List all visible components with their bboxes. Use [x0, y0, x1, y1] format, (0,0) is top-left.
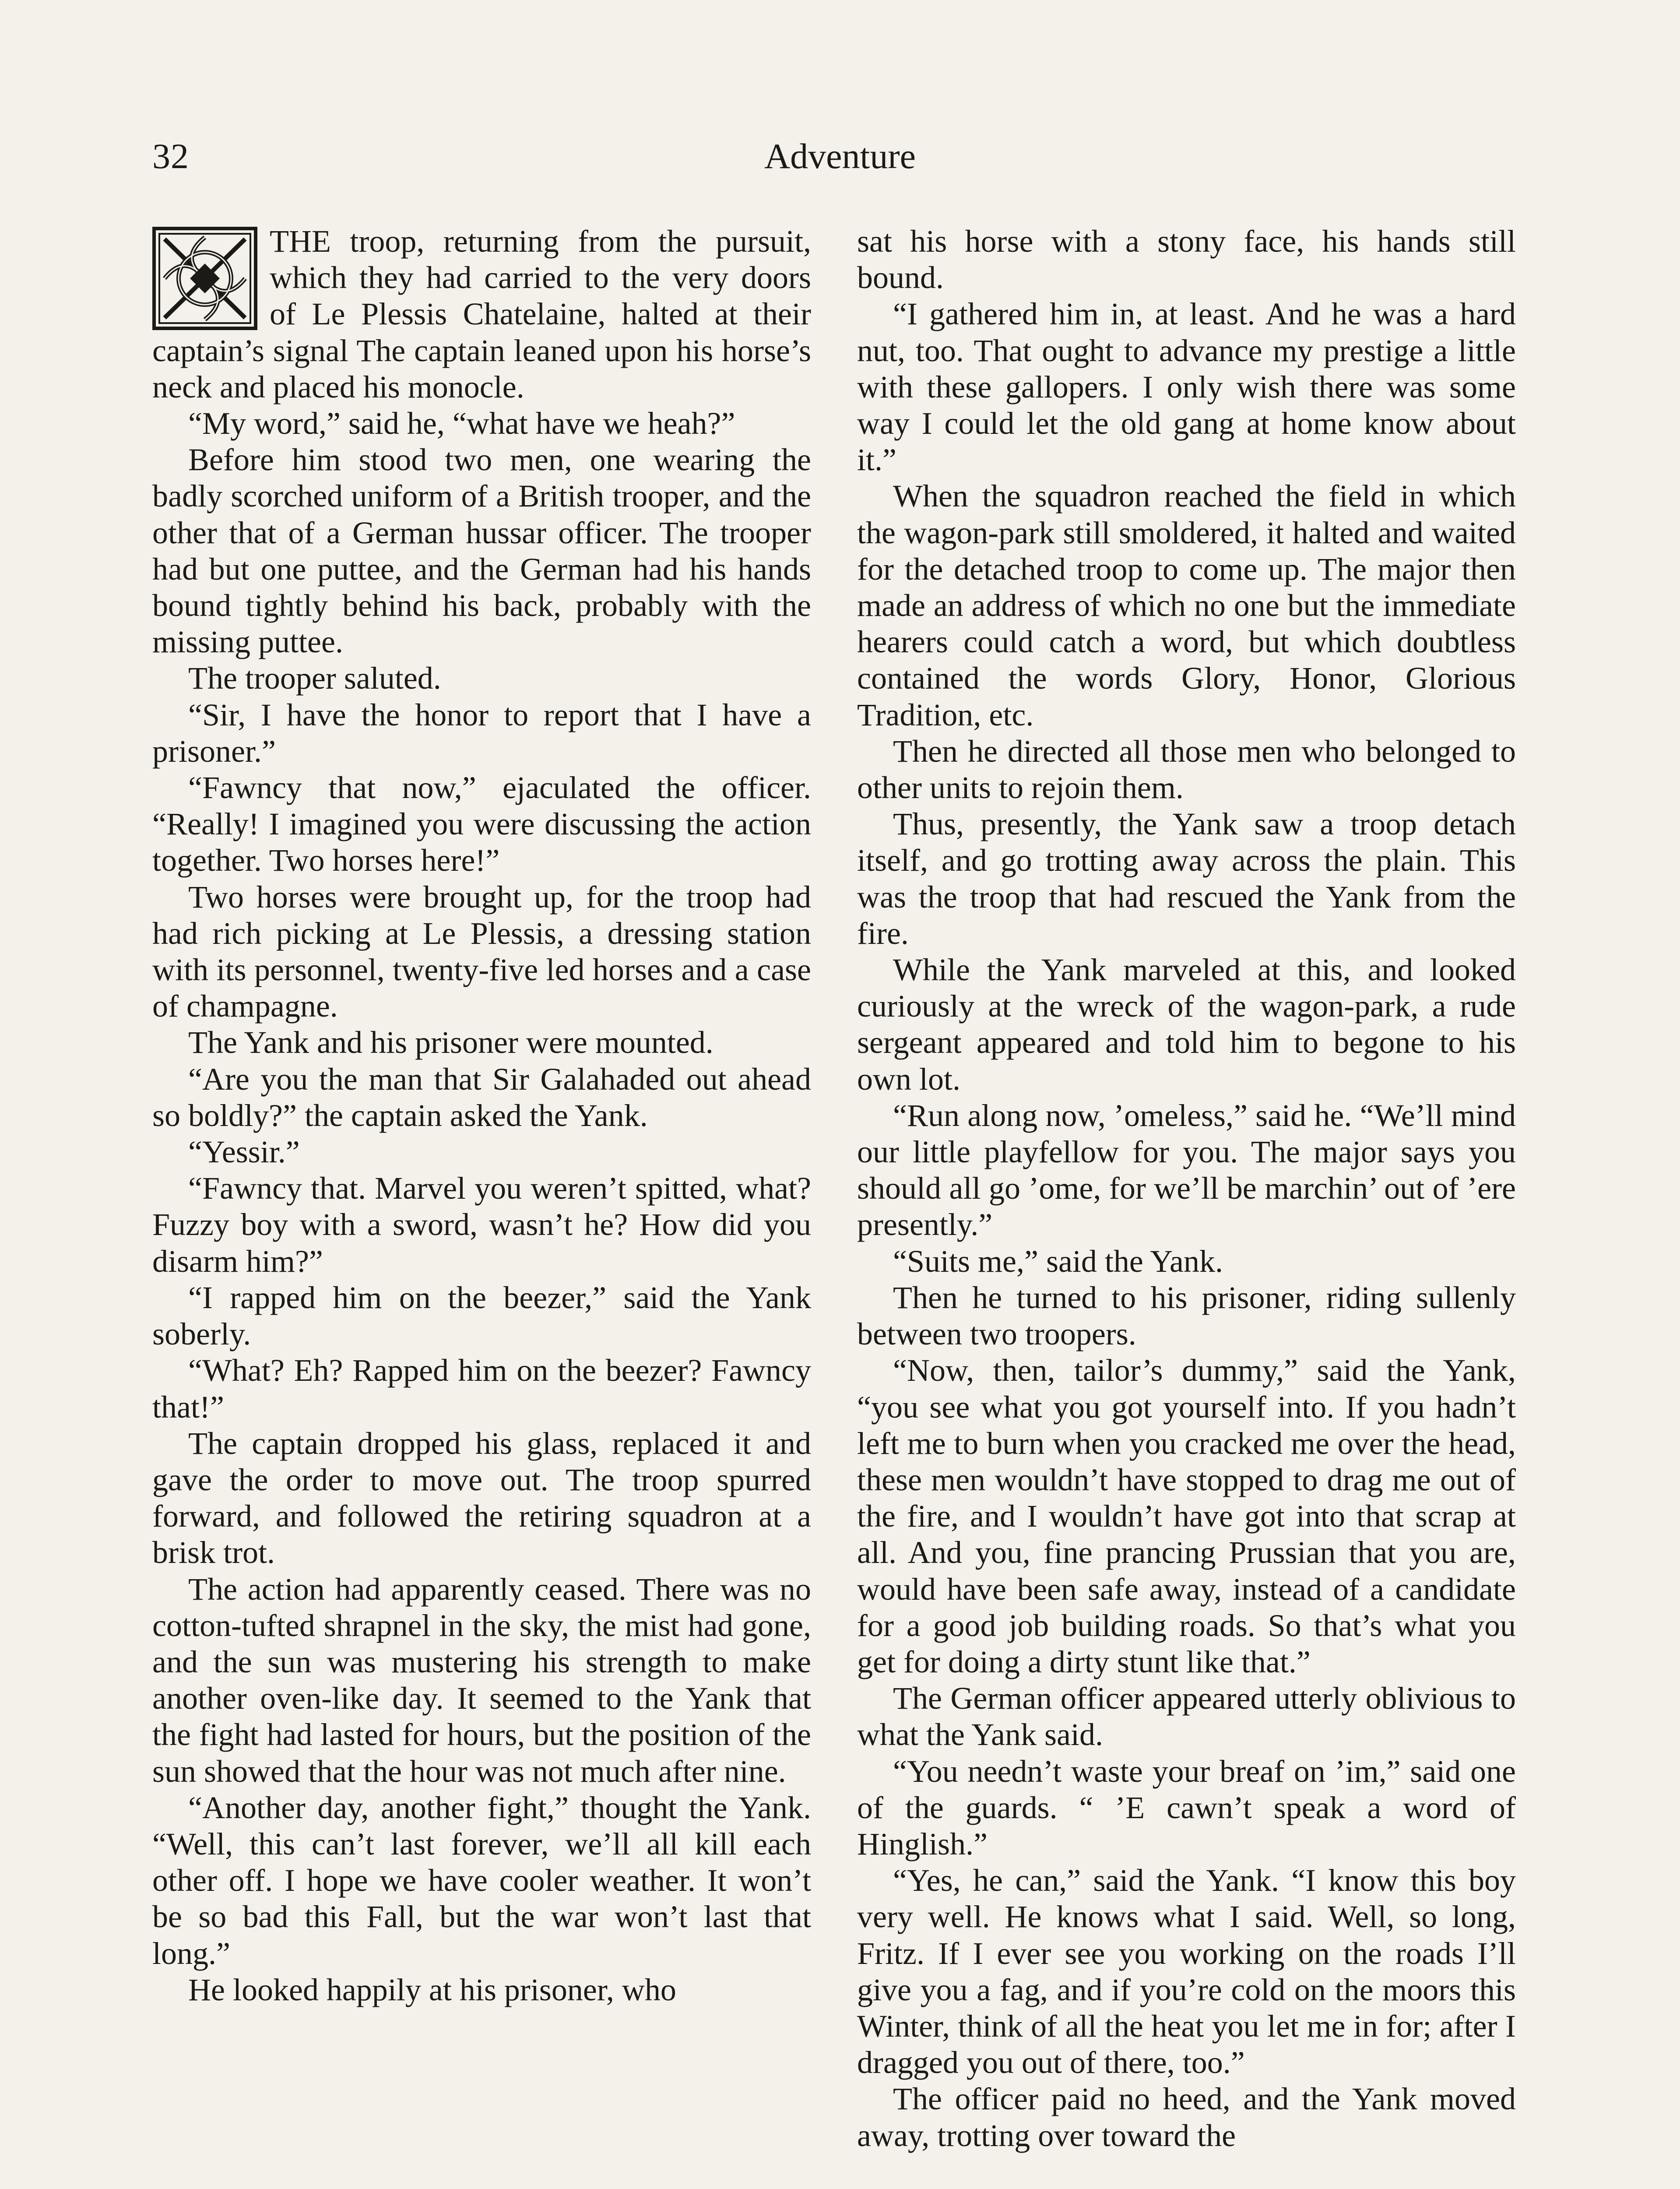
- right-column: [857, 223, 1516, 2154]
- paragraph: Then he directed all those men who belonged to other units to rejoin them.: [857, 733, 1516, 806]
- paragraph: “Yessir.”: [188, 1134, 300, 1170]
- celtic-knot-dropcap-icon: [152, 227, 257, 330]
- paragraph: “Are you the man that Sir Galahaded out ahead so boldly?” the captain asked the Yank.: [152, 1061, 811, 1133]
- page-number: 32: [152, 136, 189, 176]
- paragraph: “Fawncy that. Marvel you weren’t spitted, what? Fuzzy boy with a sword, wasn’t he? How did you disarm him?”: [152, 1171, 811, 1279]
- paragraph: The action had apparently ceased. There was no cotton-tufted shrapnel in the sky, the mist had gone, and the sun was mustering his strength to make another oven-like day. It seemed to the Yank that the fight had lasted for hours, but the position of the sun showed that the hour was not much after nine.: [152, 1571, 811, 1789]
- paragraph: THE troop, returning from the pursuit, which they had carried to the very doors of Le Plessis Chatelaine, halted at their captain’s signal The captain leaned upon his horse’s neck and placed his monocle.: [152, 224, 811, 405]
- paragraph: The captain dropped his glass, replaced it and gave the order to move out. The troop spurred forward, and followed the retiring squadron at a brisk trot.: [152, 1425, 811, 1570]
- paragraph: “Run along now, ’omeless,” said he. “We’ll mind our little playfellow for you. The major says you should all go ’ome, for we’ll be marchin’ out of ’ere presently.”: [857, 1098, 1516, 1242]
- paragraph: “Sir, I have the honor to report that I have a prisoner.”: [152, 697, 811, 769]
- paragraph: He looked happily at his prisoner, who: [188, 1972, 676, 2007]
- paragraph: The German officer appeared utterly oblivious to what the Yank said.: [857, 1681, 1516, 1753]
- paragraph: “You needn’t waste your breaf on ’im,” said one of the guards. “ ’E cawn’t speak a word of Hinglish.”: [857, 1753, 1516, 1862]
- paragraph: The officer paid no heed, and the Yank moved away, trotting over toward the: [857, 2081, 1516, 2153]
- paragraph: The Yank and his prisoner were mounted.: [188, 1025, 713, 1060]
- paragraph: “Another day, another fight,” thought the Yank. “Well, this can’t last forever, we’ll all kill each other off. I hope we have cooler weather. It won’t be so bad this Fall, but the war won’t last that long.”: [152, 1790, 811, 1971]
- paragraph: “I rapped him on the beezer,” said the Yank soberly.: [152, 1280, 811, 1352]
- paragraph: “Now, then, tailor’s dummy,” said the Yank, “you see what you got yourself into. If you hadn’t left me to burn when you cracked me over the head, these men wouldn’t have stopped to drag me out of the fire, and I wouldn’t have got into that scrap at all. And you, fine prancing Prussian that you are, would have been safe away, instead of a candidate for a good job building roads. So that’s what you get for doing a dirty stunt like that.”: [857, 1353, 1516, 1679]
- paragraph: When the squadron reached the field in which the wagon-park still smoldered, it halted and waited for the detached troop to come up. The major then made an address of which no one but the immediate hearers could catch a word, but which doubtless contained the words Glory, Honor, Glorious Tradition, etc.: [857, 479, 1516, 732]
- paragraph: Then he turned to his prisoner, riding sullenly between two troopers.: [857, 1280, 1516, 1352]
- paragraph: While the Yank marveled at this, and looked curiously at the wreck of the wagon-park, a rude sergeant appeared and told him to begone to his own lot.: [857, 952, 1516, 1097]
- paragraph: “I gathered him in, at least. And he was a hard nut, too. That ought to advance my prestige a little with these gallopers. I only wish there was some way I could let the old gang at home know about it.”: [857, 296, 1516, 478]
- left-column: [152, 223, 811, 2008]
- running-title: Adventure: [764, 136, 916, 176]
- paragraph: “My word,” said he, “what have we heah?”: [188, 406, 735, 441]
- paragraph-continued: sat his horse with a stony face, his hands still bound.: [857, 224, 1516, 296]
- paragraph: Two horses were brought up, for the troop had had rich picking at Le Plessis, a dressing station with its personnel, twenty-five led horses and a case of champagne.: [152, 879, 811, 1024]
- paragraph: Thus, presently, the Yank saw a troop detach itself, and go trotting away across the plain. This was the troop that had rescued the Yank from the fire.: [857, 806, 1516, 951]
- paragraph: “Suits me,” said the Yank.: [893, 1243, 1223, 1279]
- paragraph: “What? Eh? Rapped him on the beezer? Fawncy that!”: [152, 1353, 811, 1425]
- paragraph: The trooper saluted.: [188, 661, 441, 696]
- paragraph: “Yes, he can,” said the Yank. “I know this boy very well. He knows what I said. Well, so long, Fritz. If I ever see you working on the roads I’ll give you a fag, and if you’re cold on the moors this Winter, think of all the heat you let me in for; after I dragged you out of there, too.”: [857, 1863, 1516, 2080]
- paragraph: Before him stood two men, one wearing the badly scorched uniform of a British trooper, and the other that of a German hussar officer. The trooper had but one puttee, and the German had his hands bound tightly behind his back, probably with the missing puttee.: [152, 442, 811, 660]
- paragraph: “Fawncy that now,” ejaculated the officer. “Really! I imagined you were discussing the action together. Two horses here!”: [152, 770, 811, 878]
